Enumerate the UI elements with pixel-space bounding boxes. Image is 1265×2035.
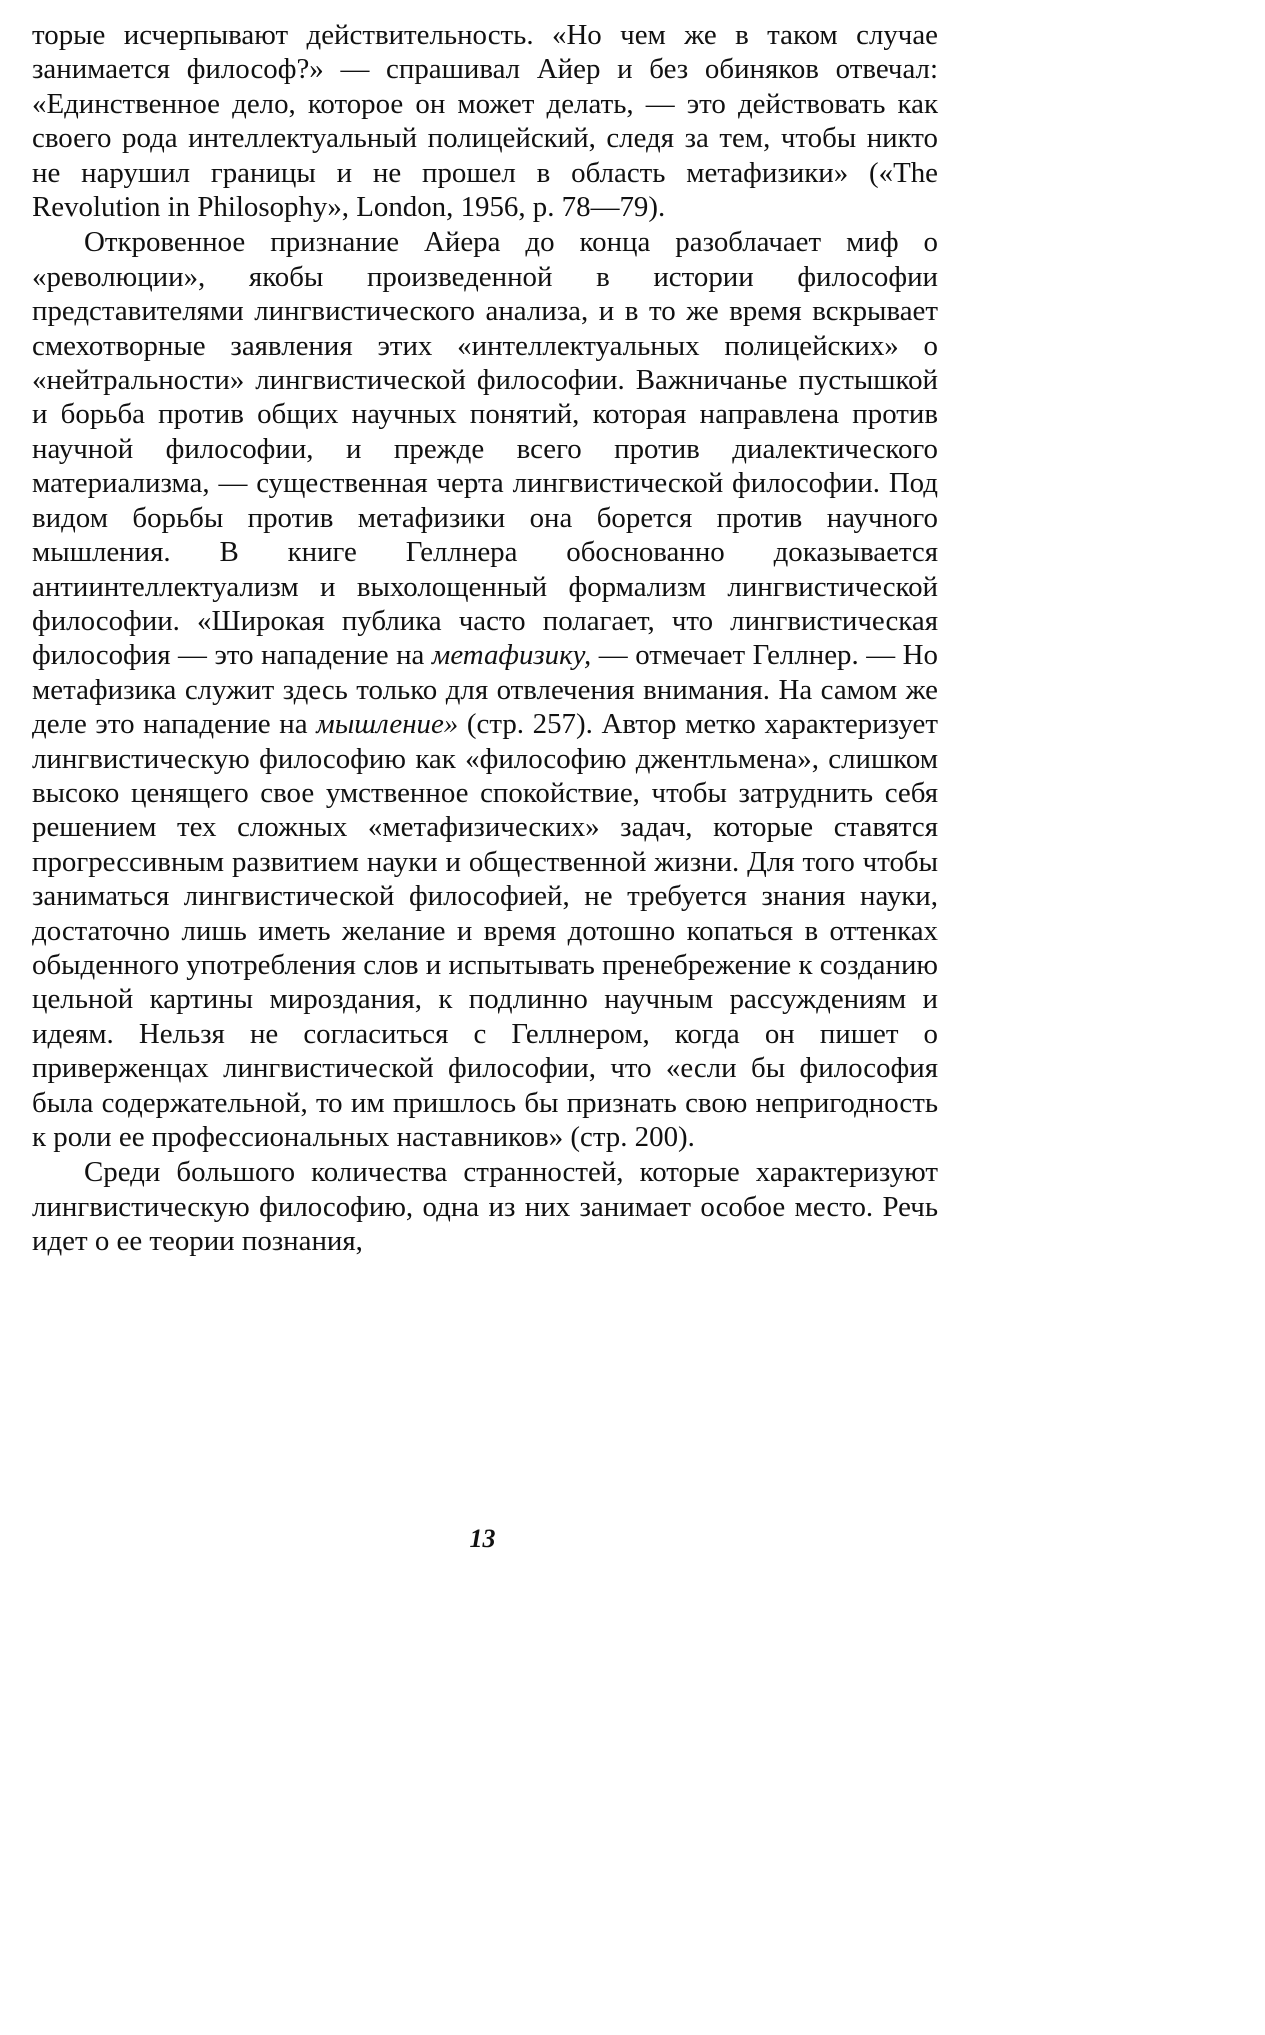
paragraph-2: [32, 225, 938, 1154]
text-segment: Среди большого количества странностей, которые характеризуют лингвистическую философию, одна из них занимает особое место. Речь идет о ее теории познания,: [32, 1156, 938, 1258]
italic-segment: метафизику,: [431, 639, 592, 672]
text-segment: (стр. 257). Автор метко характеризует лингвистическую философию как «философию джентльмена», слишком высоко ценящего свое умственное спокойствие, чтобы затруднить себя решением тех сложных «метафизических» задач, которые ставятся прогрессивным развитием науки и общественной жизни. Для того чтобы заниматься лингвистической философией, не требуется знания науки, достаточно лишь иметь желание и время дотошно копаться в оттенках обыденного употребления слов и испытывать пренебрежение к созданию цельной картины мироздания, к подлинно научным рассуждениям и идеям. Нельзя не согласиться с Геллнером, когда он пишет о приверженцах лингвистической философии, что «если бы философия была содержательной, то им пришлось бы признать свою непригодность к роли ее профессиональных наставников» (стр. 200).: [32, 708, 938, 1153]
text-segment: торые исчерпывают действительность. «Но чем же в таком случае занимается философ?» — спрашивал Айер и без обиняков отвечал: «Единственное дело, которое он может делать, — это действовать как своего рода интеллектуальный полицейский, следя за тем, чтобы никто не нарушил границы и не прошел в область метафизики» («The Revolution in Philosophy», London, 1956, р. 78—79).: [32, 19, 938, 224]
page-body: [32, 18, 938, 1259]
page-number: 13: [469, 1524, 496, 1553]
paragraph-3: [32, 1155, 938, 1258]
italic-segment: мышление»: [316, 708, 459, 741]
text-segment: — отмечает Геллнер. — Но метафизика служит здесь только для отвлечения внимания. На самом же деле это нападение на: [32, 639, 938, 741]
text-segment: Откровенное признание Айера до конца разоблачает миф о «революции», якобы произведенной в истории философии представителями лингвистического анализа, и в то же время вскрывает смехотворные заявления этих «интеллектуальных полицейских» о «нейтральности» лингвистической философии. Важничанье пустышкой и борьба против общих научных понятий, которая направлена против научной философии, и прежде всего против диалектического материализма, — существенная черта лингвистической философии. Под видом борьбы против метафизики она борется против научного мышления. В книге Геллнера обоснованно доказывается антиинтеллектуализм и выхолощенный формализм лингвистической философии. «Широкая публика часто полагает, что лингвистическая философия — это нападение на: [32, 226, 938, 672]
paragraph-1: [32, 18, 938, 224]
